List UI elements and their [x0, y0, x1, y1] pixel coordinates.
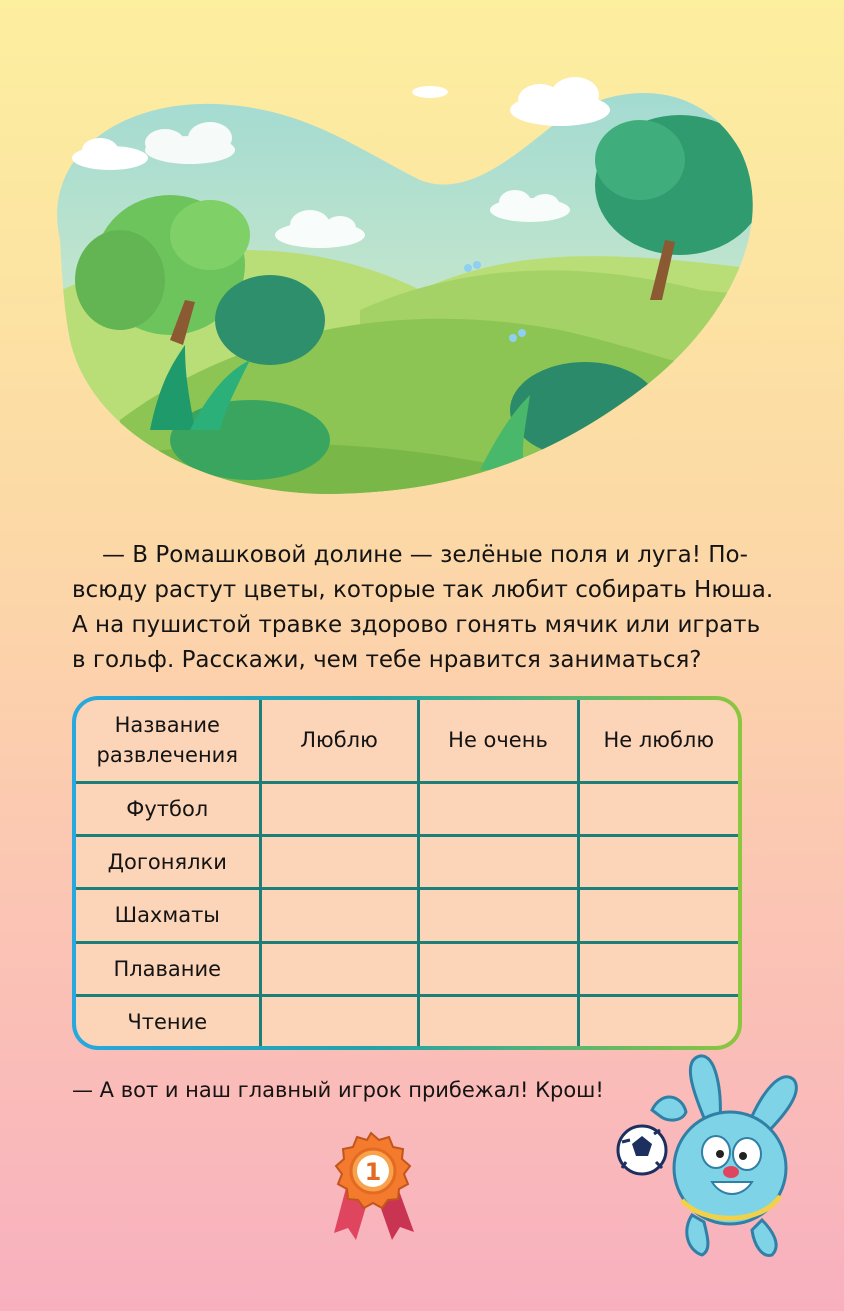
dislike-cell[interactable] — [578, 889, 738, 942]
love-cell[interactable] — [260, 889, 418, 942]
header-love: Люблю — [260, 700, 418, 782]
table-row — [76, 782, 738, 835]
table-header-row — [76, 700, 738, 782]
dislike-cell[interactable] — [578, 782, 738, 835]
header-dislike: Не люблю — [578, 700, 738, 782]
medal-icon — [316, 1128, 426, 1248]
so-so-cell[interactable] — [418, 782, 578, 835]
table-row — [76, 942, 738, 995]
meadow-illustration — [0, 0, 844, 520]
love-cell[interactable] — [260, 996, 418, 1046]
activity-table-frame — [72, 696, 742, 1050]
outro-text: — А вот и наш главный игрок прибежал! Крош! — [72, 1078, 604, 1102]
activity-name: Плавание — [76, 942, 260, 995]
love-cell[interactable] — [260, 942, 418, 995]
activity-name: Чтение — [76, 996, 260, 1046]
intro-line: в гольф. Расскажи, чем тебе нравится заниматься? — [72, 647, 702, 673]
table-row — [76, 996, 738, 1046]
intro-line: — В Ромашковой долине — зелёные поля и луга! По- — [102, 542, 748, 568]
activity-name: Шахматы — [76, 889, 260, 942]
header-activity — [76, 700, 260, 782]
krosh-character-icon — [612, 1050, 812, 1260]
so-so-cell[interactable] — [418, 942, 578, 995]
intro-line: А на пушистой травке здорово гонять мячик или играть — [72, 612, 761, 638]
intro-text — [72, 538, 774, 678]
table-row — [76, 889, 738, 942]
dislike-cell[interactable] — [578, 835, 738, 888]
so-so-cell[interactable] — [418, 889, 578, 942]
dislike-cell[interactable] — [578, 996, 738, 1046]
love-cell[interactable] — [260, 835, 418, 888]
activity-name: Футбол — [76, 782, 260, 835]
activity-name: Догонялки — [76, 835, 260, 888]
medal-number: 1 — [364, 1158, 382, 1186]
dislike-cell[interactable] — [578, 942, 738, 995]
header-activity-line2: развлечения — [96, 743, 238, 768]
table-row — [76, 835, 738, 888]
love-cell[interactable] — [260, 782, 418, 835]
intro-line: всюду растут цветы, которые так любит собирать Нюша. — [72, 577, 774, 603]
so-so-cell[interactable] — [418, 996, 578, 1046]
so-so-cell[interactable] — [418, 835, 578, 888]
activity-table — [76, 700, 738, 1046]
header-activity-line1: Название — [114, 713, 220, 738]
header-so-so: Не очень — [418, 700, 578, 782]
